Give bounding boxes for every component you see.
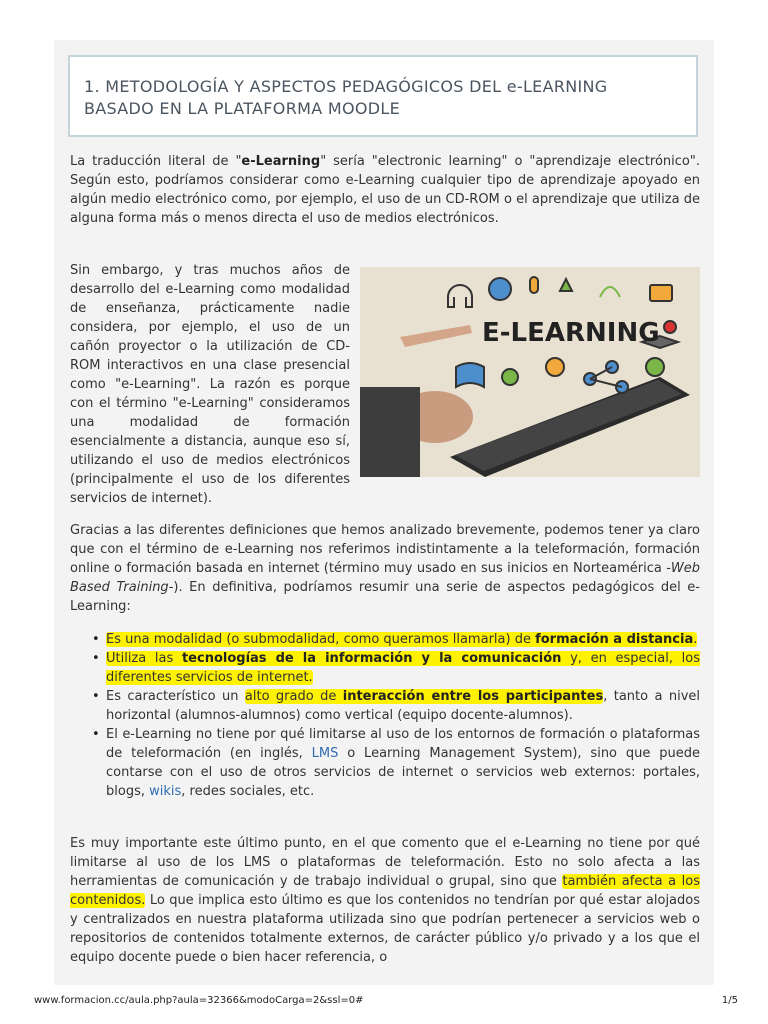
wikis-link[interactable]: wikis — [149, 784, 182, 799]
bullet-bold: interacción entre los participantes — [342, 689, 604, 704]
paragraph-2-block — [70, 261, 700, 508]
p3-text-end: -). En definitiva, podríamos resumir una serie de aspectos pedagógicos del e-Learning: — [70, 580, 700, 614]
bullet-end: . — [693, 632, 698, 647]
bullet-bold: formación a distancia — [535, 632, 694, 647]
list-item — [106, 687, 700, 725]
bullet-bold: tecnologías de la información y la comunicación — [181, 651, 562, 666]
list-item — [106, 725, 700, 801]
bullet-end: , tanto a nivel horizontal (alumnos-alumnos) como vertical (equipo docente-alumnos). — [106, 689, 700, 723]
p1-bold-term: e-Learning — [241, 154, 321, 169]
elearning-image — [360, 267, 700, 477]
elearning-illustration — [360, 267, 700, 477]
article-title-box — [68, 55, 698, 137]
bullet-hl-text: alto grado de — [244, 689, 343, 704]
p5-highlight: también afecta a los contenidos. — [70, 874, 700, 908]
list-item — [106, 649, 700, 687]
bullet-text: Utiliza las — [106, 651, 182, 666]
page-content — [54, 40, 714, 985]
highlight — [106, 651, 700, 685]
print-footer — [34, 995, 738, 1006]
p1-text-start: La traducción literal de " — [70, 154, 242, 169]
bullet-end: , redes sociales, etc. — [181, 784, 315, 799]
highlight — [245, 689, 603, 704]
p5-text-start: Es muy importante este último punto, en el que comento que el e-Learning no tiene por qué limitarse al uso de los LMS o plataformas de teleformación. Esto no solo afecta a las herramientas de comunicación y de trabajo individual o grupal, sino que — [70, 836, 700, 889]
p1-text-end: " sería "electronic learning" o "aprendizaje electrónico". Según esto, podríamos considerar como e-Learning cualquier tipo de aprendizaje apoyado en algún medio electrónico como, por ejemplo, el uso de un CD-ROM o el aprendizaje que utiliza de alguna forma más o menos directa el uso de medios electrónicos. — [70, 154, 700, 226]
paragraph-1 — [70, 152, 700, 228]
p3-text-start: Gracias a las diferentes definiciones que hemos analizado brevemente, podemos tener ya claro que con el término de e-Learning nos referimos indistintamente a la teleformación, formación online o formación basada en internet (término muy usado en sus inicios en Norteamérica - — [70, 523, 700, 576]
bullet-end: y, en especial, los diferentes servicios de internet. — [106, 651, 700, 685]
paragraph-3 — [70, 521, 700, 616]
footer-url: www.formacion.cc/aula.php?aula=32366&modoCarga=2&ssl=0# — [34, 995, 364, 1006]
highlight — [106, 632, 697, 647]
p3-italic-term: Web Based Training — [70, 561, 700, 595]
bullet-text: El e-Learning no tiene por qué limitarse al uso de los entornos de formación o plataformas de teleformación (en inglés, — [106, 727, 700, 761]
list-item — [106, 630, 700, 649]
bullet-text: Es característico un — [106, 689, 245, 704]
lms-link[interactable]: LMS — [311, 746, 339, 761]
bullet-text-2: o Learning Management System), sino que puede contarse con el uso de otros servicios de internet o servicios web externos: portales, blogs, — [106, 746, 700, 799]
aspects-list — [70, 630, 700, 801]
image-caption: E-LEARNING — [482, 318, 660, 348]
article-title: 1. METODOLOGÍA Y ASPECTOS PEDAGÓGICOS DEL e-LEARNING BASADO EN LA PLATAFORMA MOODLE — [84, 77, 608, 118]
bullet-text: Es una modalidad (o submodalidad, como queramos llamarla) de — [106, 632, 536, 647]
paragraph-2: Sin embargo, y tras muchos años de desarrollo del e-Learning como modalidad de enseñanza, prácticamente nadie considera, por ejemplo, el uso de un cañón proyector o la utilización de CD-ROM interactivos en una clase presencial como "e-Learning". La razón es porque con el término "e-Learning" consideramos una modalidad de formación esencialmente a distancia, aunque eso sí, utilizando el uso de medios electrónicos (principalmente el uso de los diferentes servicios de internet). — [70, 263, 350, 506]
p5-text-end: Lo que implica esto último es que los contenidos no tendrían por qué estar alojados y centralizados en nuestra plataforma utilizada sino que podrían pertenecer a servicios web o repositorios de contenidos totalmente externos, de carácter público y/o privado y a los que el equipo docente puede o bien hacer referencia, o — [70, 893, 700, 965]
page-number: 1/5 — [721, 995, 738, 1006]
paragraph-5 — [70, 834, 700, 967]
